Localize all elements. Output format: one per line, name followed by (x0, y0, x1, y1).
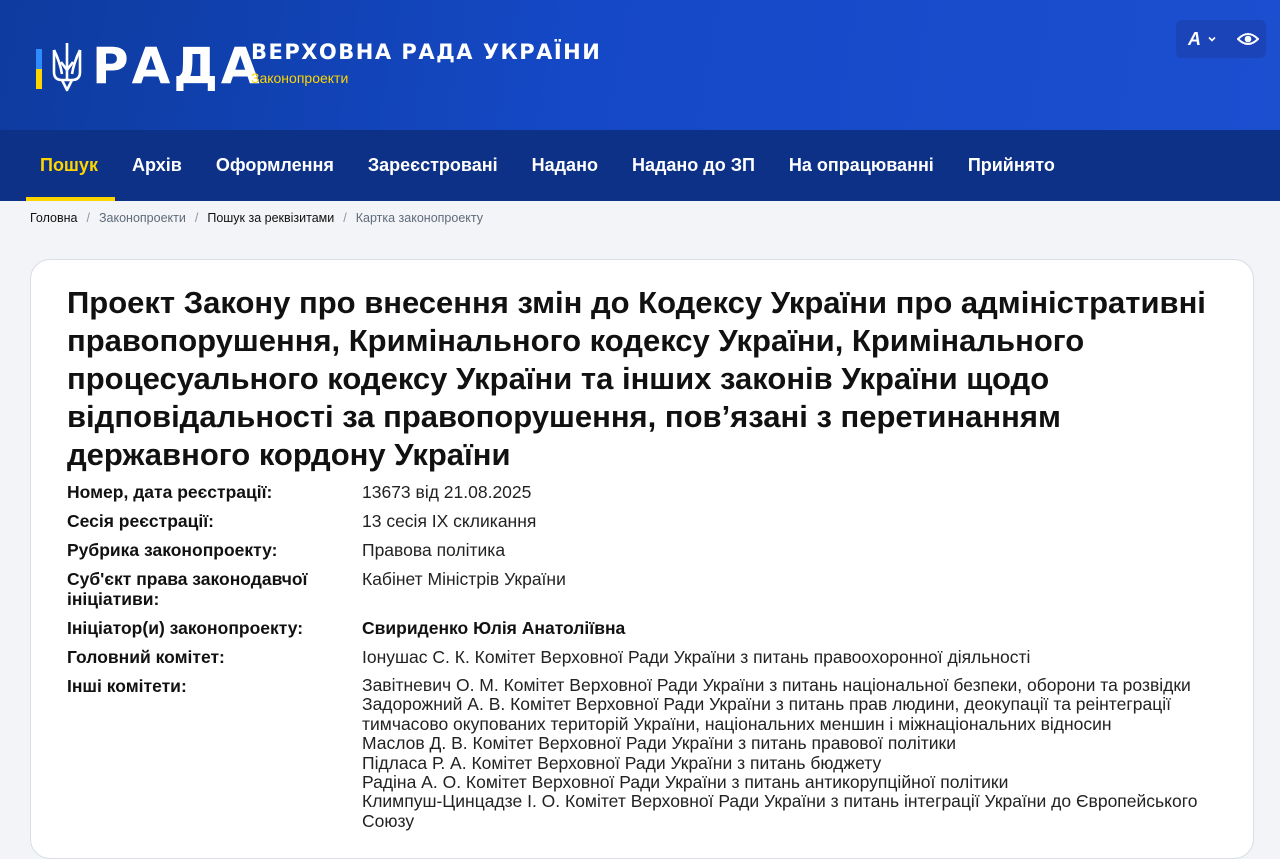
flag-bar (36, 49, 42, 89)
nav-item-drafting[interactable]: Оформлення (215, 155, 334, 175)
detail-row-other-committees (67, 676, 1227, 831)
bill-title: Проект Закону про внесення змін до Кодексу України про адміністративні правопорушення, Кримінального кодексу України, Кримінального процесуального кодексу України та інших законів України щодо відповідальності за правопорушення, пов’язані з перетинанням державного кордону України (67, 285, 1206, 472)
detail-row-number-date (67, 482, 1227, 502)
detail-value: Правова політика (362, 540, 506, 560)
detail-label: Суб'єкт права законодавчої ініціативи: (67, 569, 308, 609)
detail-row-subject (67, 569, 1227, 609)
nav-item-in-processing[interactable]: На опрацюванні (788, 155, 934, 175)
detail-label: Ініціатор(и) законопроекту: (67, 618, 304, 638)
detail-value: Іонушас С. К. Комітет Верховної Ради України з питань правоохоронної діяльності (362, 647, 1031, 667)
other-committees-list (362, 676, 1197, 831)
committee-line: Задорожний А. В. Комітет Верховної Ради України з питань прав людини, деокупації та реінтеграції (362, 694, 1171, 715)
detail-label: Інші комітети: (67, 676, 187, 696)
nav-item-adopted[interactable]: Прийнято (967, 155, 1055, 175)
breadcrumb-current: Картка законопроекту (355, 211, 484, 225)
detail-value-initiator[interactable]: Свириденко Юлія Анатоліївна (362, 618, 626, 638)
font-size-dropdown[interactable] (1176, 29, 1217, 50)
detail-label: Номер, дата реєстрації: (67, 482, 273, 502)
committee-line: Климпуш-Цинцадзе І. О. Комітет Верховної Ради України з питань інтеграції України до Європейського (362, 791, 1198, 812)
detail-row-main-committee (67, 647, 1227, 667)
detail-row-initiator (67, 618, 1227, 638)
accessibility-tools (1176, 20, 1266, 58)
site-header (0, 0, 1280, 130)
main-nav (0, 130, 1280, 201)
nav-item-search[interactable]: Пошук (0, 130, 115, 201)
logo-text: РАДА (92, 37, 263, 95)
detail-label: Сесія реєстрації: (67, 511, 214, 531)
nav-item-archive[interactable]: Архів (131, 155, 182, 175)
detail-label: Головний комітет: (67, 647, 225, 667)
bill-details (67, 482, 1227, 840)
nav-item-registered[interactable]: Зареєстровані (367, 155, 498, 175)
committee-line: Радіна А. О. Комітет Верховної Ради України з питань антикорупційної політики (362, 772, 1009, 793)
breadcrumb-separator: / (343, 211, 347, 225)
breadcrumb-search-by-details[interactable]: Пошук за реквізитами (207, 211, 335, 225)
site-title-sub[interactable]: Законопроекти (251, 70, 349, 86)
nav-item-provided[interactable]: Надано (531, 155, 598, 175)
font-size-label: A (1188, 28, 1201, 49)
chevron-down-icon (1207, 34, 1217, 44)
site-title-main: ВЕРХОВНА РАДА УКРАЇНИ (251, 40, 602, 64)
committee-line: тимчасово окупованих територій України, національних меншин і міжнаціональних відносин (362, 713, 1112, 734)
breadcrumb-separator: / (86, 211, 90, 225)
detail-value: 13 сесія IX скликання (362, 511, 537, 531)
site-logo[interactable] (36, 37, 263, 95)
committee-line: Завітневич О. М. Комітет Верховної Ради України з питань національної безпеки, оборони та розвідки (362, 675, 1191, 695)
committee-line: Підласа Р. А. Комітет Верховної Ради України з питань бюджету (362, 752, 882, 773)
detail-row-session (67, 511, 1227, 531)
breadcrumb-separator: / (194, 211, 199, 225)
breadcrumb-bills[interactable]: Законопроекти (98, 211, 186, 225)
committee-line: Маслов Д. В. Комітет Верховної Ради України з питань правової політики (362, 733, 956, 754)
breadcrumb-home[interactable]: Головна (30, 211, 78, 225)
detail-row-rubric (67, 540, 1227, 560)
committee-line: Союзу (362, 810, 415, 831)
bill-card (30, 259, 1254, 859)
site-title (251, 40, 601, 86)
nav-item-provided-to-zp[interactable]: Надано до ЗП (631, 155, 755, 175)
detail-label: Рубрика законопроекту: (67, 540, 278, 560)
trident-emblem-icon (50, 40, 84, 92)
detail-value: 13673 від 21.08.2025 (362, 482, 532, 502)
breadcrumb (30, 211, 483, 225)
detail-value: Кабінет Міністрів України (362, 569, 566, 589)
eye-icon[interactable] (1237, 31, 1259, 47)
